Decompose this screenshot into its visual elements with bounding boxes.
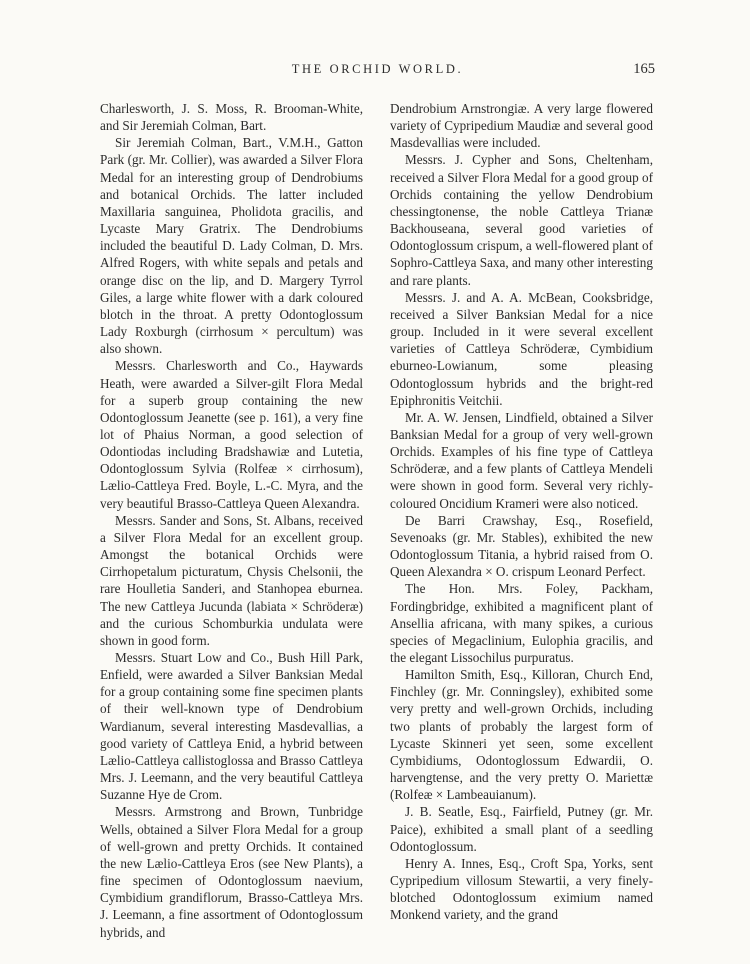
running-header <box>100 62 655 84</box>
left-column <box>100 100 363 941</box>
paragraph: Messrs. J. and A. A. McBean, Cooksbridge, received a Silver Banksian Medal for a nice group. Included in it were several excellent varieties of Cattleya Schröderæ, Cymbidium eburneo-Lowianum, some pleasing Odontoglossum hybrids and the bright-red Epiphronitis Veitchii. <box>390 289 653 408</box>
paragraph: Mr. A. W. Jensen, Lindfield, obtained a Silver Banksian Medal for a group of very well-grown Orchids. Examples of his fine type of Cattleya Schröderæ, and a few plants of Cattleya Mendeli were shown in good form. Several very richly-coloured Oncidium Krameri were also noticed. <box>390 409 653 511</box>
paragraph: Hamilton Smith, Esq., Killoran, Church End, Finchley (gr. Mr. Conningsley), exhibited some very pretty and well-grown Orchids, including two plants of probably the largest form of Lycaste Skinneri yet seen, some excellent Cymbidiums, Odontoglossum Edwardii, O. harvengtense, and the very pretty O. Mariettæ (Rolfeæ × Lambeauianum). <box>390 667 653 803</box>
paragraph: Messrs. Charlesworth and Co., Haywards Heath, were awarded a Silver-gilt Flora Medal for a superb group containing the new Odontoglossum Jeanette (see p. 161), a very fine lot of Phaius Norman, a good selection of Odontiodas including Bradshawiæ and Lutetia, Odontoglossum Sylvia (Rolfeæ × cirrhosum), Lælio-Cattleya Fred. Boyle, L.-C. Myra, and the very beautiful Brasso-Cattleya Queen Alexandra. <box>100 358 363 511</box>
paragraph: De Barri Crawshay, Esq., Rosefield, Sevenoaks (gr. Mr. Stables), exhibited the new Odontoglossum Titania, a hybrid raised from O. Queen Alexandra × O. crispum Leonard Perfect. <box>390 512 653 580</box>
paragraph: Charlesworth, J. S. Moss, R. Brooman-White, and Sir Jeremiah Colman, Bart. <box>100 101 363 134</box>
right-column <box>390 100 653 924</box>
paragraph: Messrs. Sander and Sons, St. Albans, received a Silver Flora Medal for an excellent group. Amongst the botanical Orchids were Cirrhopetalum picturatum, Chysis Chelsonii, the rare Houlletia Sanderi, and Stanhopea eburnea. The new Cattleya Jucunda (labiata × Schröderæ) and the curious Schomburkia undulata were shown in good form. <box>100 512 363 648</box>
page-number: 165 <box>633 61 655 77</box>
paragraph: Henry A. Innes, Esq., Croft Spa, Yorks, sent Cypripedium villosum Stewartii, a very finely-blotched Odontoglossum eximium named Monkend variety, and the grand <box>390 855 653 923</box>
paragraph: Sir Jeremiah Colman, Bart., V.M.H., Gatton Park (gr. Mr. Collier), was awarded a Silver Flora Medal for an interesting group of Dendrobiums and botanical Orchids. The latter included Maxillaria sanguinea, Pholidota gracilis, and Lycaste Mary Gratrix. The Dendrobiums included the beautiful D. Lady Colman, D. Mrs. Alfred Rogers, with white sepals and petals and orange disc on the lip, and D. Margery Tyrrol Giles, a large white flower with a dark coloured blotch in the throat. A pretty Odontoglossum Lady Roxburgh (cirrhosum × percultum) was also shown. <box>100 135 363 357</box>
paragraph: Messrs. Armstrong and Brown, Tunbridge Wells, obtained a Silver Flora Medal for a group of well-grown and pretty Orchids. It contained the new Lælio-Cattleya Eros (see New Plants), a fine specimen of Odontoglossum naevium, Cymbidium grandiflorum, Brasso-Cattleya Mrs. J. Leemann, a fine assortment of Odontoglossum hybrids, and <box>100 804 363 940</box>
paragraph: J. B. Seatle, Esq., Fairfield, Putney (gr. Mr. Paice), exhibited a small plant of a seedling Odontoglossum. <box>390 804 653 854</box>
paragraph: The Hon. Mrs. Foley, Packham, Fordingbridge, exhibited a magnificent plant of Ansellia africana, with many spikes, a curious species of Megaclinium, Eulophia gracilis, and the elegant Lissochilus purpuratus. <box>390 581 653 665</box>
running-title: THE ORCHID WORLD. <box>291 62 464 76</box>
paragraph: Messrs. Stuart Low and Co., Bush Hill Park, Enfield, were awarded a Silver Banksian Medal for a group containing some fine specimen plants of their well-known type of Dendrobium Wardianum, several interesting Masdevallias, a good variety of Cattleya Enid, a hybrid between Lælio-Cattleya callistoglossa and Brasso Cattleya Mrs. J. Leemann, and the very beautiful Cattleya Suzanne Hye de Crom. <box>100 650 363 803</box>
paragraph: Messrs. J. Cypher and Sons, Cheltenham, received a Silver Flora Medal for a good group of Orchids containing the yellow Dendrobium chessingtonense, the noble Cattleya Trianæ Backhouseana, several good varieties of Odontoglossum crispum, a well-flowered plant of Sophro-Cattleya Saxa, and many other interesting and rare plants. <box>390 152 653 288</box>
paragraph: Dendrobium Arnstrongiæ. A very large flowered variety of Cypripedium Maudiæ and several good Masdevallias were included. <box>390 101 653 151</box>
